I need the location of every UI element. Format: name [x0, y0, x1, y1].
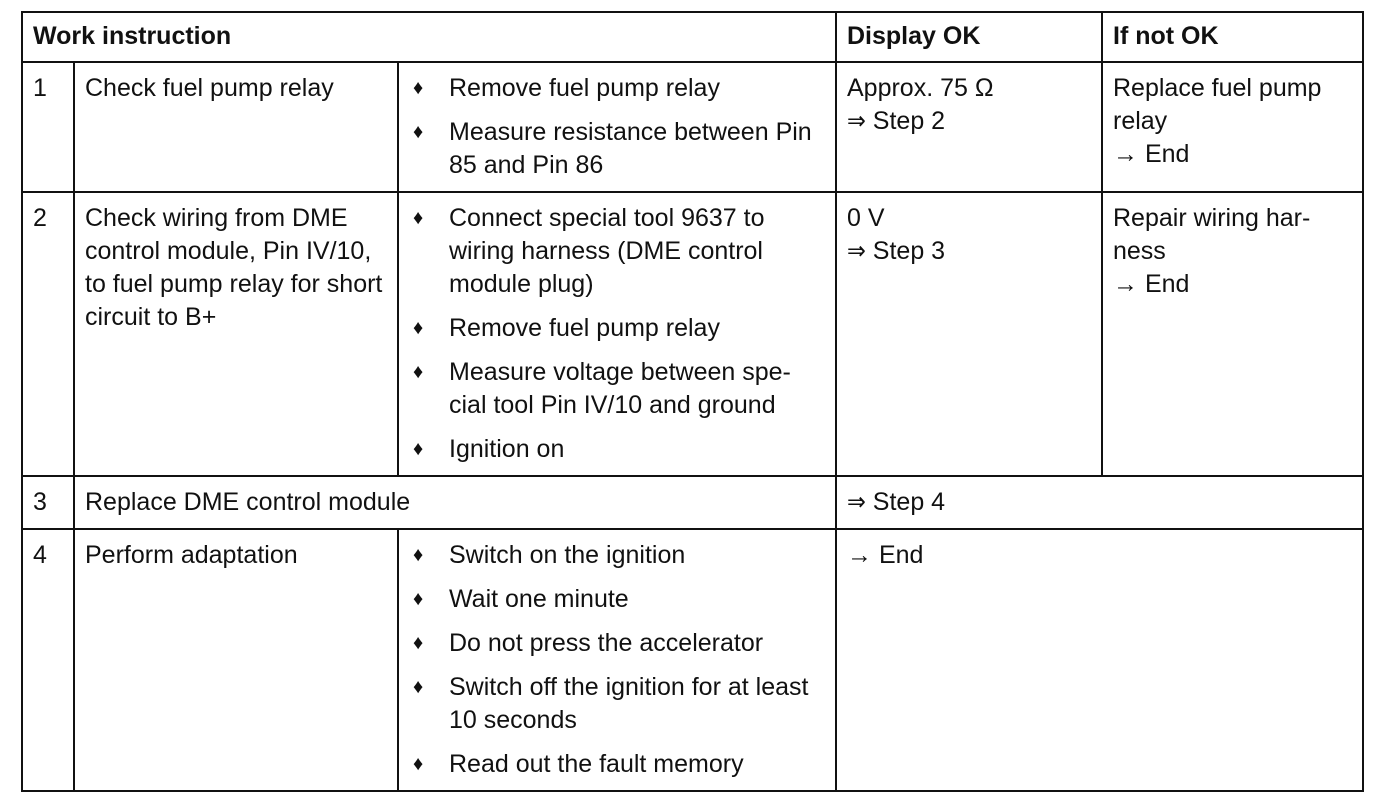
list-item: ♦ Switch on the ignition: [409, 539, 825, 572]
list-item: ♦ Remove fuel pump relay: [409, 72, 825, 105]
step-instructions: [398, 192, 836, 476]
if-not-ok-cell: [1102, 192, 1363, 476]
work-instruction-table: [21, 11, 1364, 792]
list-item: ♦ Switch off the ignition for at least 10 seconds: [413, 673, 809, 734]
table-header-row: [22, 12, 1363, 62]
display-ok-next: → End: [847, 541, 924, 569]
list-item: ♦ Remove fuel pump relay: [409, 312, 825, 345]
diamond-bullet-icon: ♦: [413, 207, 424, 229]
header-display-ok: Display OK: [836, 12, 1102, 62]
diamond-bullet-icon: ♦: [413, 317, 424, 339]
display-ok-next: ⇒ Step 4: [847, 488, 946, 516]
step-task: Perform adaptation: [74, 529, 398, 791]
diamond-bullet-icon: ♦: [413, 588, 424, 610]
diamond-bullet-icon: ♦: [413, 632, 424, 654]
list-item: ♦ Measure voltage between spe-cial tool Pin IV/10 and ground: [413, 358, 791, 419]
display-ok-cell: [836, 476, 1363, 529]
step-number: 4: [22, 529, 74, 791]
list-item: ♦ Measure resistance between Pin 85 and Pin 86: [413, 118, 812, 179]
header-if-not-ok: If not OK: [1102, 12, 1363, 62]
step-task: Replace DME control module: [74, 476, 836, 529]
header-work-instruction: Work instruction: [22, 12, 836, 62]
list-item: ♦ Connect special tool 9637 to wiring harness (DME control module plug): [413, 204, 765, 298]
list-item: ♦ Read out the fault memory: [409, 748, 825, 781]
if-not-ok-action: Replace fuel pump relay: [1113, 74, 1322, 135]
list-item: ♦ Wait one minute: [409, 583, 825, 616]
table-row: [22, 476, 1363, 529]
diamond-bullet-icon: ♦: [413, 438, 424, 460]
if-not-ok-next: → End: [1113, 140, 1190, 168]
step-task: Check fuel pump relay: [74, 62, 398, 192]
display-ok-cell: [836, 62, 1102, 192]
if-not-ok-action: Repair wiring har-ness: [1113, 204, 1311, 265]
table-row: [22, 62, 1363, 192]
list-item: ♦ Ignition on: [409, 433, 825, 466]
table-row: [22, 529, 1363, 791]
table-row: [22, 192, 1363, 476]
display-ok-value: Approx. 75 Ω: [847, 74, 994, 102]
if-not-ok-next: → End: [1113, 270, 1190, 298]
step-number: 2: [22, 192, 74, 476]
diamond-bullet-icon: ♦: [413, 77, 424, 99]
display-ok-next: ⇒ Step 2: [847, 107, 946, 135]
diamond-bullet-icon: ♦: [413, 544, 424, 566]
step-task: Check wiring from DME control module, Pin IV/10, to fuel pump relay for short circuit to B+: [74, 192, 398, 476]
display-ok-cell: [836, 192, 1102, 476]
if-not-ok-cell: [1102, 62, 1363, 192]
list-item: ♦ Do not press the accelerator: [409, 627, 825, 660]
step-number: 1: [22, 62, 74, 192]
display-ok-next: ⇒ Step 3: [847, 237, 946, 265]
display-ok-value: 0 V: [847, 204, 885, 232]
diamond-bullet-icon: ♦: [413, 361, 424, 383]
step-instructions: [398, 529, 836, 791]
diamond-bullet-icon: ♦: [413, 121, 424, 143]
display-ok-cell: [836, 529, 1363, 791]
step-number: 3: [22, 476, 74, 529]
step-instructions: [398, 62, 836, 192]
diamond-bullet-icon: ♦: [413, 676, 424, 698]
diamond-bullet-icon: ♦: [413, 753, 424, 775]
